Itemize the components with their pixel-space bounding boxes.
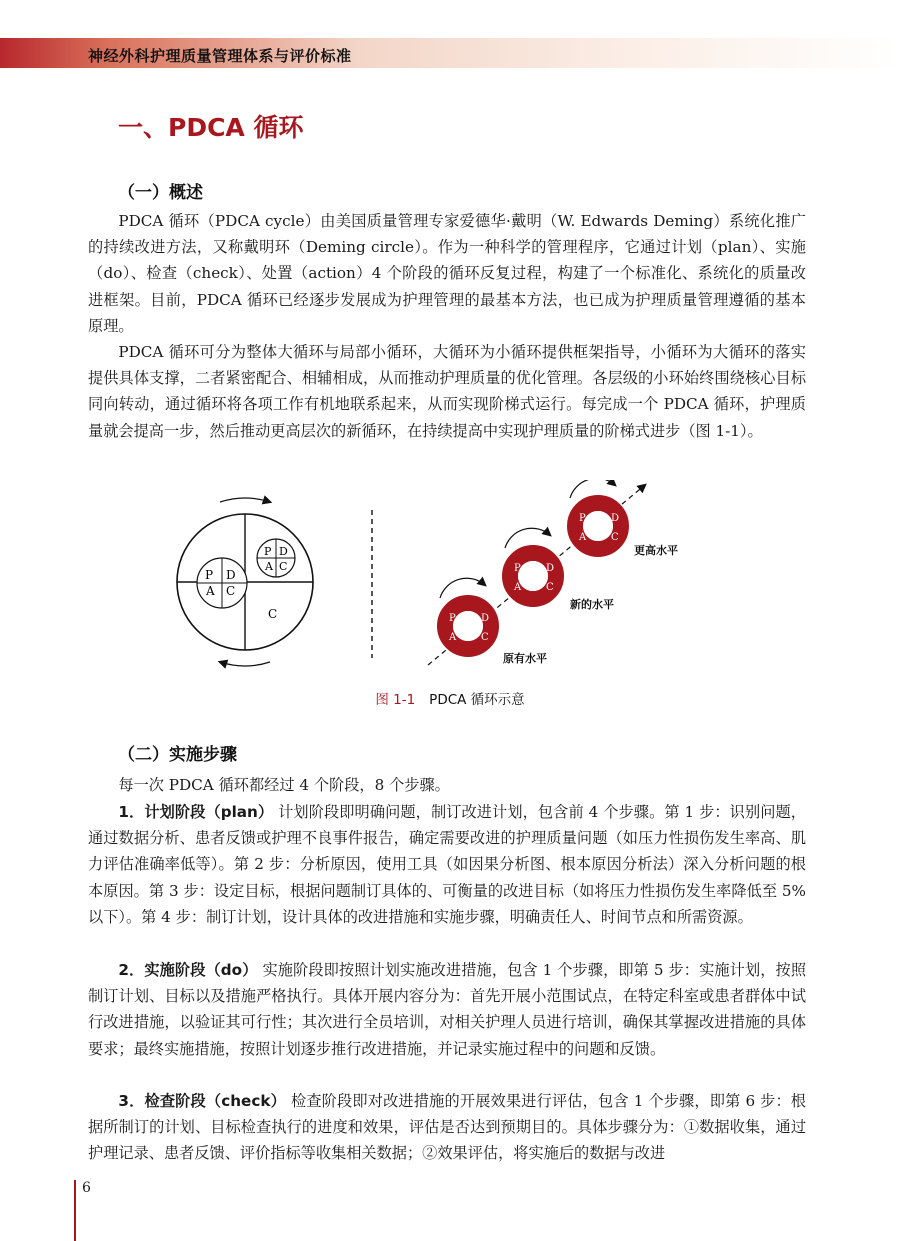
letter-a: A bbox=[514, 582, 522, 593]
figure-caption bbox=[0, 688, 900, 708]
section-title: 一、PDCA 循环 bbox=[118, 113, 304, 142]
letter-a: A bbox=[206, 584, 215, 598]
letter-p: P bbox=[579, 513, 586, 524]
step-check-body: 检查阶段即对改进措施的开展效果进行评估，包含 1 个步骤，即第 6 步：根据所制订的计划、目标检查执行的进度和效果，评估是否达到预期目的。具体步骤分为：①数据收集，通过护理记录、患者反馈、评价指标等收集相关数据；②效果评估，将实施后的数据与改进 bbox=[88, 1092, 806, 1163]
paragraph-step-do bbox=[88, 957, 806, 1062]
paragraph-overview-1: PDCA 循环（PDCA cycle）由美国质量管理专家爱德华·戴明（W. Edwards Deming）系统化推广的持续改进方法，又称戴明环（Deming circle）。作为一种科学的管理程序，它通过计划（plan）、实施（do）、检查（check）、处置（action）4 个阶段的循环反复过程，构建了一个标准化、系统化的质量改进框架。目前，PDCA 循环已经逐步发展成为护理管理的最基本方法，也已成为护理质量管理遵循的基本原理。 bbox=[88, 212, 806, 335]
letter-c: C bbox=[226, 584, 236, 598]
letter-d: D bbox=[226, 568, 236, 582]
step-do-body: 实施阶段即按照计划实施改进措施，包含 1 个步骤，即第 5 步：实施计划，按照制订计划、目标以及措施严格执行。具体开展内容分为：首先开展小范围试点，在特定科室或患者群体中试行改进措施，以验证其可行性；其次进行全员培训，对相关护理人员进行培训，确保其掌握改进措施的具体要求；最终实施措施，按照计划逐步推行改进措施，并记录实施过程中的问题和反馈。 bbox=[88, 961, 807, 1058]
letter-c: C bbox=[611, 532, 619, 543]
step-check-heading: 3．检查阶段（check） bbox=[118, 1092, 286, 1110]
level-original: 原有水平 bbox=[503, 652, 547, 665]
paragraph-step-plan bbox=[88, 799, 806, 930]
letter-a: A bbox=[265, 560, 273, 573]
letter-d: D bbox=[279, 545, 288, 558]
page-margin-rule bbox=[74, 1180, 76, 1241]
letter-d: D bbox=[611, 513, 620, 524]
page-number: 6 bbox=[82, 1180, 91, 1196]
letter-p: P bbox=[449, 613, 456, 624]
step-do-heading: 2．实施阶段（do） bbox=[118, 961, 258, 979]
letter-p: P bbox=[514, 563, 521, 574]
level-higher: 更高水平 bbox=[634, 544, 678, 557]
step-plan-heading: 1．计划阶段（plan） bbox=[118, 803, 274, 821]
letter-a: A bbox=[449, 632, 457, 643]
pdca-diagram bbox=[150, 480, 710, 680]
letter-p: P bbox=[264, 545, 272, 558]
paragraph-steps-intro: 每一次 PDCA 循环都经过 4 个阶段，8 个步骤。 bbox=[118, 776, 450, 794]
letter-a: A bbox=[579, 532, 587, 543]
subsection-title-overview: （一）概述 bbox=[118, 183, 203, 203]
letter-d: D bbox=[546, 563, 555, 574]
letter-p: P bbox=[205, 568, 214, 582]
letter-d: D bbox=[481, 613, 490, 624]
letter-c: C bbox=[268, 607, 278, 621]
step-plan-body: 计划阶段即明确问题，制订改进计划，包含前 4 个步骤。第 1 步：识别问题，通过数据分析、患者反馈或护理不良事件报告，确定需要改进的护理质量问题（如压力性损伤发生率高、肌力评估准确率低等）。第 2 步：分析原因，使用工具（如因果分析图、根本原因分析法）深入分析问题的根本原因。第 3 步：设定目标，根据问题制订具体的、可衡量的改进目标（如将压力性损伤发生率降低至 5% 以下）。第 4 步：制订计划，设计具体的改进措施和实施步骤，明确责任人、时间节点和所需资源。 bbox=[88, 803, 806, 926]
subsection-title-steps: （二）实施步骤 bbox=[118, 745, 237, 765]
big-cycle bbox=[177, 498, 313, 666]
running-header: 神经外科护理质量管理体系与评价标准 bbox=[88, 47, 352, 65]
paragraph-overview-2: PDCA 循环可分为整体大循环与局部小循环，大循环为小循环提供框架指导，小循环为大循环的落实提供具体支撑，二者紧密配合、相辅相成，从而推动护理质量的优化管理。各层级的小环始终围绕核心目标同向转动，通过循环将各项工作有机地联系起来，从而实现阶梯式运行。每完成一个 PDCA 循环，护理质量就会提高一步，然后推动更高层次的新循环，在持续提高中实现护理质量的阶梯式进步（图 1-1）。 bbox=[88, 343, 806, 440]
ring-higher bbox=[570, 480, 678, 557]
figure-number: 图 1-1 bbox=[375, 692, 416, 708]
letter-c: C bbox=[481, 632, 489, 643]
letter-c: C bbox=[279, 560, 288, 573]
figure-caption-text: PDCA 循环示意 bbox=[429, 692, 525, 708]
level-new: 新的水平 bbox=[570, 598, 614, 611]
paragraph-step-check bbox=[88, 1088, 806, 1167]
letter-c: C bbox=[546, 582, 554, 593]
pdca-figure bbox=[150, 480, 710, 680]
